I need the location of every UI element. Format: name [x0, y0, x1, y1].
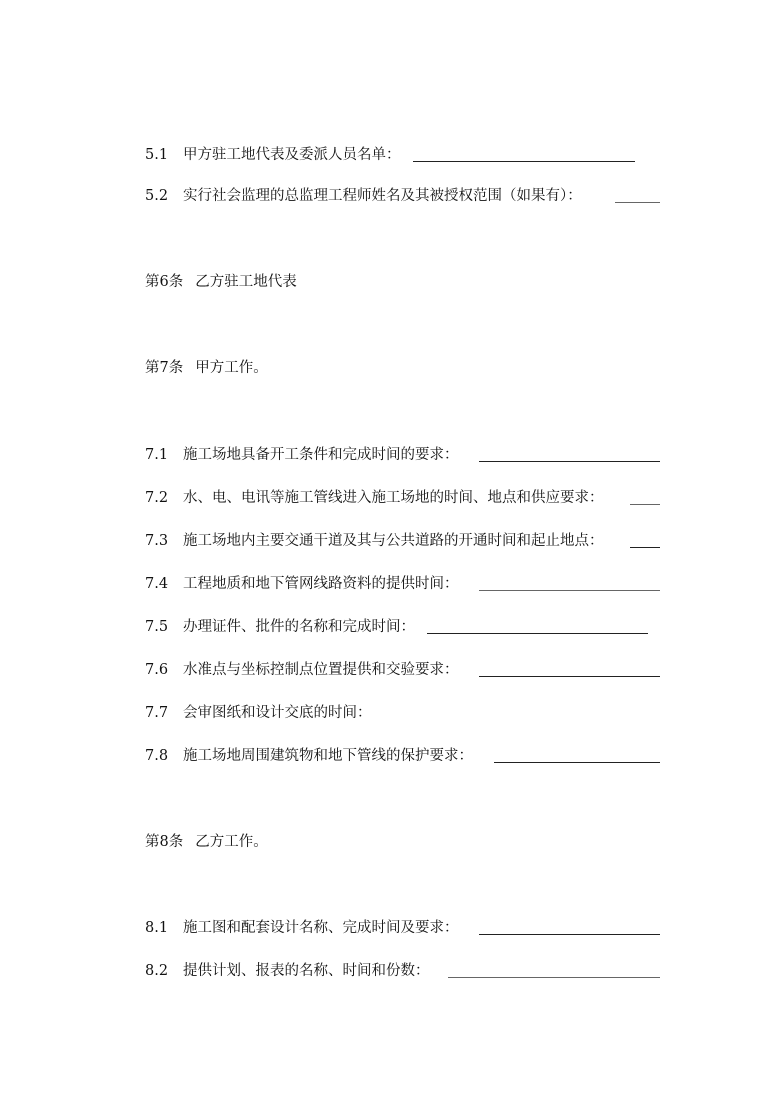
clause-5-2 — [145, 186, 660, 206]
clause-number: 5.1 — [145, 147, 169, 163]
clause-7-5 — [145, 617, 660, 637]
article-number: 第7条 — [145, 360, 184, 376]
fill-in-blank[interactable] — [630, 547, 660, 548]
clause-text: 实行社会监理的总监理工程师姓名及其被授权范围（如果有）： — [183, 188, 582, 204]
fill-in-blank[interactable] — [448, 977, 660, 978]
clause-number: 7.3 — [145, 533, 169, 549]
clause-7-7 — [145, 703, 660, 723]
clause-number: 8.2 — [145, 963, 169, 979]
clause-text: 提供计划、报表的名称、时间和份数： — [183, 963, 430, 979]
clause-number: 7.2 — [145, 490, 169, 506]
clause-8-1 — [145, 918, 660, 938]
clause-number: 7.8 — [145, 748, 169, 764]
clause-text: 会审图纸和设计交底的时间： — [183, 705, 372, 721]
fill-in-blank[interactable] — [479, 590, 660, 591]
fill-in-blank[interactable] — [615, 202, 660, 203]
article-title: 乙方工作。 — [195, 834, 268, 850]
fill-in-blank[interactable] — [494, 762, 660, 763]
article-8-heading — [145, 832, 268, 852]
article-number: 第8条 — [145, 834, 184, 850]
clause-text: 施工图和配套设计名称、完成时间及要求： — [183, 920, 459, 936]
fill-in-blank[interactable] — [413, 161, 635, 162]
clause-7-1 — [145, 445, 660, 465]
clause-7-6 — [145, 660, 660, 680]
clause-number: 5.2 — [145, 188, 169, 204]
fill-in-blank[interactable] — [630, 504, 660, 505]
article-number: 第6条 — [145, 274, 184, 290]
clause-7-3 — [145, 531, 660, 551]
clause-number: 7.1 — [145, 447, 169, 463]
article-6-heading — [145, 272, 297, 292]
clause-number: 7.5 — [145, 619, 169, 635]
article-title: 乙方驻工地代表 — [195, 274, 297, 290]
clause-8-2 — [145, 961, 660, 981]
clause-number: 8.1 — [145, 920, 169, 936]
clause-7-8 — [145, 746, 660, 766]
article-7-heading — [145, 358, 268, 378]
clause-text: 水准点与坐标控制点位置提供和交验要求： — [183, 662, 459, 678]
clause-number: 7.6 — [145, 662, 169, 678]
clause-text: 施工场地周围建筑物和地下管线的保护要求： — [183, 748, 473, 764]
fill-in-blank[interactable] — [479, 676, 660, 677]
clause-text: 施工场地内主要交通干道及其与公共道路的开通时间和起止地点： — [183, 533, 604, 549]
clause-text: 水、电、电讯等施工管线进入施工场地的时间、地点和供应要求： — [183, 490, 604, 506]
fill-in-blank[interactable] — [479, 461, 660, 462]
fill-in-blank[interactable] — [479, 934, 660, 935]
fill-in-blank[interactable] — [427, 633, 648, 634]
clause-text: 工程地质和地下管网线路资料的提供时间： — [183, 576, 459, 592]
clause-7-4 — [145, 574, 660, 594]
article-title: 甲方工作。 — [195, 360, 268, 376]
clause-text: 甲方驻工地代表及委派人员名单： — [183, 147, 401, 163]
clause-number: 7.4 — [145, 576, 169, 592]
clause-number: 7.7 — [145, 705, 169, 721]
clause-5-1 — [145, 145, 660, 165]
clause-text: 办理证件、批件的名称和完成时间： — [183, 619, 415, 635]
clause-7-2 — [145, 488, 660, 508]
clause-text: 施工场地具备开工条件和完成时间的要求： — [183, 447, 459, 463]
